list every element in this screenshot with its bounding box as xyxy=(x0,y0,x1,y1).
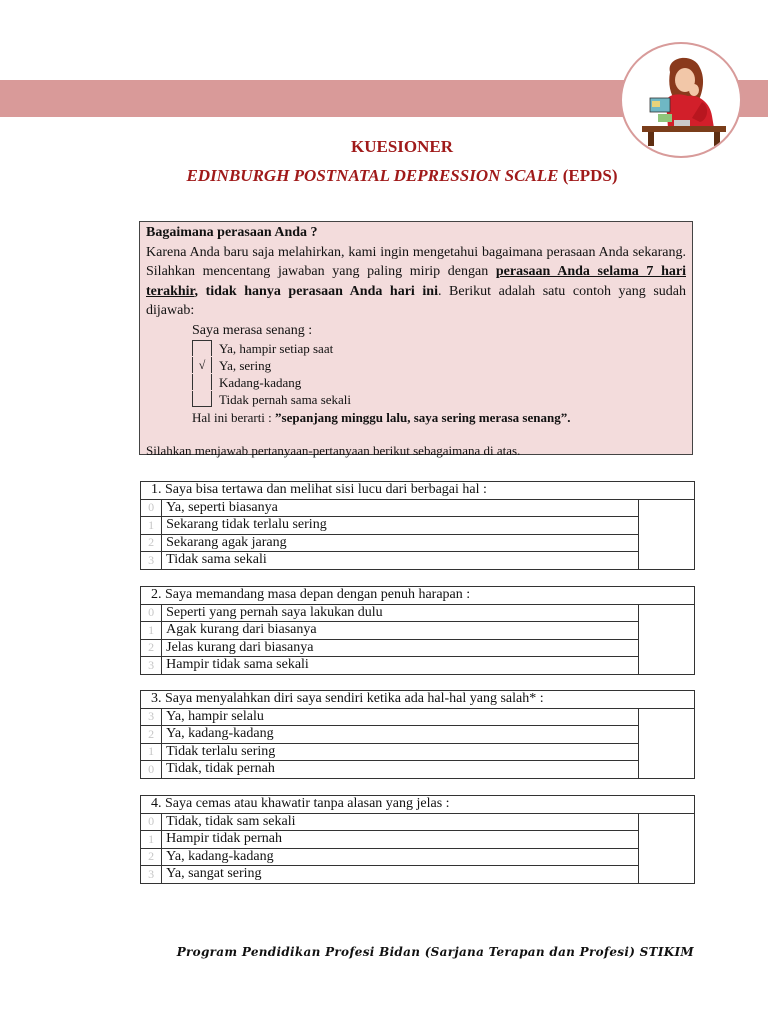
answer-row[interactable] xyxy=(141,831,695,849)
example-option-label: Kadang-kadang xyxy=(219,374,302,390)
answer-option[interactable]: Tidak, tidak sam sekali xyxy=(162,813,638,831)
answer-option[interactable]: Ya, hampir selalu xyxy=(162,708,638,726)
score-answer-cell[interactable] xyxy=(638,499,694,569)
score-value: 3 xyxy=(141,708,162,726)
answer-option[interactable]: Tidak, tidak pernah xyxy=(162,761,638,779)
example-option xyxy=(192,357,686,374)
example-option-label: Tidak pernah sama sekali xyxy=(219,391,352,407)
question-prompt: 3. Saya menyalahkan diri saya sendiri ketika ada hal-hal yang salah* : xyxy=(141,691,695,709)
answer-option[interactable]: Tidak sama sekali xyxy=(162,552,638,570)
score-value: 1 xyxy=(141,622,162,640)
score-value: 3 xyxy=(141,866,162,884)
score-value: 2 xyxy=(141,848,162,866)
intro-text-bold: , tidak hanya perasaan Anda hari ini xyxy=(194,283,438,299)
example-option-label: Ya, sering xyxy=(219,357,272,373)
answer-row[interactable] xyxy=(141,622,695,640)
question-2-table xyxy=(140,586,695,675)
answer-option[interactable]: Sekarang agak jarang xyxy=(162,534,638,552)
score-value: 1 xyxy=(141,831,162,849)
example-checkbox xyxy=(192,374,212,390)
answer-row[interactable] xyxy=(141,657,695,675)
score-value: 2 xyxy=(141,639,162,657)
answer-option[interactable]: Ya, seperti biasanya xyxy=(162,499,638,517)
score-value: 3 xyxy=(141,657,162,675)
example-option-label: Ya, hampir setiap saat xyxy=(219,340,334,356)
example-option xyxy=(192,374,686,391)
score-value: 0 xyxy=(141,604,162,622)
closing-instruction: Silahkan menjawab pertanyaan-pertanyaan berikut sebagaimana di atas. xyxy=(146,442,521,458)
example-option xyxy=(192,340,686,357)
example-result xyxy=(192,408,686,427)
answer-row[interactable] xyxy=(141,639,695,657)
example-prompt: Saya merasa senang : xyxy=(192,322,313,338)
score-value: 0 xyxy=(141,761,162,779)
example-checkbox xyxy=(192,391,212,407)
answer-row[interactable] xyxy=(141,517,695,535)
intro-paragraph xyxy=(146,243,686,321)
answer-row[interactable] xyxy=(141,848,695,866)
score-answer-cell[interactable] xyxy=(638,604,694,674)
answer-row[interactable] xyxy=(141,726,695,744)
answer-option[interactable]: Sekarang tidak terlalu sering xyxy=(162,517,638,535)
instructions-box xyxy=(139,221,693,458)
page-title: KUESIONER xyxy=(350,137,454,156)
answer-row[interactable] xyxy=(141,813,695,831)
question-4-table xyxy=(140,795,695,884)
answer-option[interactable]: Agak kurang dari biasanya xyxy=(162,622,638,640)
score-value: 1 xyxy=(141,517,162,535)
answer-option[interactable]: Ya, kadang-kadang xyxy=(162,848,638,866)
answer-option[interactable]: Hampir tidak sama sekali xyxy=(162,657,638,675)
intro-text-underlined: perasaan Anda selama 7 hari terakhir xyxy=(146,264,686,299)
answer-row[interactable] xyxy=(141,499,695,517)
answer-option[interactable]: Hampir tidak pernah xyxy=(162,831,638,849)
answer-row[interactable] xyxy=(141,743,695,761)
subtitle-scale-name: EDINBURGH POSTNATAL DEPRESSION SCALE xyxy=(186,166,559,185)
answer-row[interactable] xyxy=(141,708,695,726)
question-prompt: 2. Saya memandang masa depan dengan penuh harapan : xyxy=(141,587,695,605)
score-value: 1 xyxy=(141,743,162,761)
answer-option[interactable]: Seperti yang pernah saya lakukan dulu xyxy=(162,604,638,622)
score-answer-cell[interactable] xyxy=(638,813,694,883)
example-block xyxy=(192,321,686,427)
answer-row[interactable] xyxy=(141,761,695,779)
score-answer-cell[interactable] xyxy=(638,708,694,778)
answer-option[interactable]: Ya, kadang-kadang xyxy=(162,726,638,744)
question-prompt: 1. Saya bisa tertawa dan melihat sisi lucu dari berbagai hal : xyxy=(141,482,695,500)
answer-row[interactable] xyxy=(141,552,695,570)
question-3-table xyxy=(140,690,695,779)
example-checkbox: √ xyxy=(192,357,212,373)
score-value: 0 xyxy=(141,499,162,517)
result-statement: ”sepanjang minggu lalu, saya sering merasa senang”. xyxy=(275,409,571,425)
score-value: 0 xyxy=(141,813,162,831)
question-1-table xyxy=(140,481,695,570)
answer-row[interactable] xyxy=(141,604,695,622)
answer-option[interactable]: Ya, sangat sering xyxy=(162,866,638,884)
subtitle-abbreviation: (EPDS) xyxy=(558,166,618,185)
program-footer: Program Pendidikan Profesi Bidan (Sarjana Terapan dan Profesi) STIKIM xyxy=(176,945,694,959)
score-value: 2 xyxy=(141,534,162,552)
score-value: 2 xyxy=(141,726,162,744)
example-option xyxy=(192,391,686,408)
question-prompt: 4. Saya cemas atau khawatir tanpa alasan yang jelas : xyxy=(141,796,695,814)
intro-text-end: . Berikut adalah satu contoh yang sudah dijawab: xyxy=(146,283,686,318)
intro-text-start: Karena Anda baru saja melahirkan, kami ingin mengetahui bagaimana perasaan Anda sekarang. Silahkan mencentang jawaban yang paling mirip dengan xyxy=(146,244,686,279)
example-checkbox xyxy=(192,340,212,356)
page-subtitle xyxy=(0,166,768,186)
answer-option[interactable]: Tidak terlalu sering xyxy=(162,743,638,761)
answer-row[interactable] xyxy=(141,866,695,884)
result-prefix: Hal ini berarti : xyxy=(192,409,276,425)
answer-option[interactable]: Jelas kurang dari biasanya xyxy=(162,639,638,657)
intro-question: Bagaimana perasaan Anda ? xyxy=(146,225,318,240)
score-value: 3 xyxy=(141,552,162,570)
answer-row[interactable] xyxy=(141,534,695,552)
